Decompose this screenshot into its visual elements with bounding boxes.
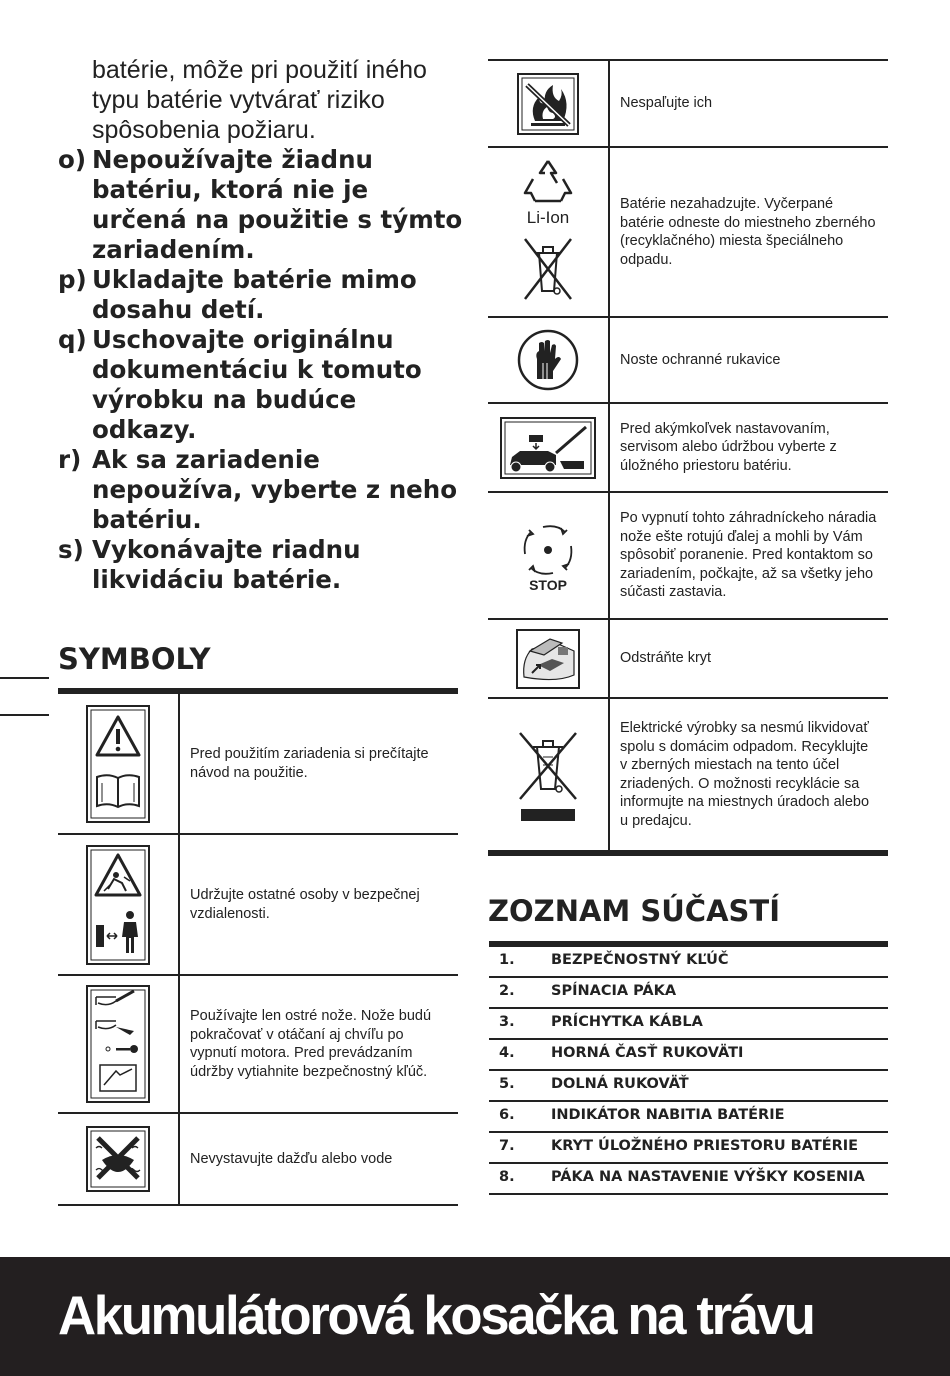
part-number: 3. xyxy=(489,1008,551,1039)
symbol-description: Nevystavujte dažďu alebo vode xyxy=(179,1113,458,1205)
symbol-description: Batérie nezahadzujte. Vyčerpané batérie odneste do miestneho zberného (recyklačného) miesta špeciálneho odpadu. xyxy=(609,147,888,317)
footer-banner xyxy=(0,1257,950,1376)
symbol-row xyxy=(58,691,458,834)
part-number: 2. xyxy=(489,977,551,1008)
footer-title: Akumulátorová kosačka na trávu xyxy=(58,1284,814,1346)
part-name: SPÍNACIA PÁKA xyxy=(551,977,888,1008)
symbol-row xyxy=(488,698,888,853)
symbols-heading: SYMBOLY xyxy=(58,642,211,676)
part-number: 6. xyxy=(489,1101,551,1132)
keep-bystanders-away-icon xyxy=(86,845,150,965)
symbol-icon-cell xyxy=(488,619,609,698)
symbol-row xyxy=(488,60,888,147)
parts-row xyxy=(489,1101,888,1132)
symbol-description: Udržujte ostatné osoby v bezpečnej vzdialenosti. xyxy=(179,834,458,975)
part-number: 1. xyxy=(489,944,551,977)
parts-row xyxy=(489,1132,888,1163)
symbol-icon-cell xyxy=(58,691,179,834)
item-letter: p) xyxy=(58,265,87,294)
symbol-row xyxy=(488,492,888,619)
remove-cover-icon xyxy=(516,629,580,689)
symbol-description: Pred použitím zariadenia si prečítajte návod na použitie. xyxy=(179,691,458,834)
symbol-description: Noste ochranné rukavice xyxy=(609,317,888,403)
sharp-blades-key-icon xyxy=(86,985,150,1103)
parts-list xyxy=(489,941,888,1195)
item-text: Ukladajte batérie mimo dosahu detí. xyxy=(92,265,417,324)
parts-row xyxy=(489,1070,888,1101)
symbol-description: Odstráňte kryt xyxy=(609,619,888,698)
li-ion-recycle-icon xyxy=(513,157,583,307)
symbol-icon-cell xyxy=(488,60,609,147)
symbol-row xyxy=(58,975,458,1113)
part-number: 8. xyxy=(489,1163,551,1194)
part-name: DOLNÁ RUKOVÄŤ xyxy=(551,1070,888,1101)
symbol-icon-cell xyxy=(488,317,609,403)
part-number: 7. xyxy=(489,1132,551,1163)
intro-paragraph: batérie, môže pri použití iného typu batérie vytvárať riziko spôsobenia požiaru. xyxy=(92,56,427,144)
parts-row xyxy=(489,1163,888,1194)
symbols-table-right xyxy=(488,59,888,856)
li-ion-label: Li-Ion xyxy=(526,208,570,227)
mower-key-icon xyxy=(500,417,596,479)
parts-row xyxy=(489,977,888,1008)
part-name: KRYT ÚLOŽNÉHO PRIESTORU BATÉRIE xyxy=(551,1132,888,1163)
symbol-row xyxy=(58,834,458,975)
symbol-icon-cell xyxy=(58,1113,179,1205)
symbol-icon-cell xyxy=(488,492,609,619)
margin-rule xyxy=(0,714,49,716)
part-name: BEZPEČNOSTNÝ KĽÚČ xyxy=(551,944,888,977)
symbol-row xyxy=(488,619,888,698)
part-number: 5. xyxy=(489,1070,551,1101)
no-fire-icon xyxy=(517,73,579,135)
safety-item-o xyxy=(58,145,468,265)
safety-instructions xyxy=(58,55,468,595)
warning-manual-icon xyxy=(86,705,150,823)
parts-row xyxy=(489,1039,888,1070)
symbol-description: Elektrické výrobky sa nesmú likvidovať spolu s domácim odpadom. Recyklujte v zberných miestach na tento účel zriadených. O možnosti recyklácie sa informujte na miestnych úradoch alebo u predajcu. xyxy=(609,698,888,853)
symbol-icon-cell xyxy=(488,147,609,317)
stop-label: STOP xyxy=(529,576,567,592)
parts-row xyxy=(489,1008,888,1039)
no-rain-icon xyxy=(86,1126,150,1192)
parts-row xyxy=(489,944,888,977)
part-number: 4. xyxy=(489,1039,551,1070)
symbol-row xyxy=(488,147,888,317)
parts-heading: ZOZNAM SÚČASTÍ xyxy=(488,894,780,928)
item-text: Ak sa zariadenie nepoužíva, vyberte z neho batériu. xyxy=(92,445,458,534)
item-text: Nepoužívajte žiadnu batériu, ktorá nie je určená na použitie s týmto zariadením. xyxy=(92,145,463,264)
rotating-blade-stop-icon xyxy=(517,520,579,592)
part-name: HORNÁ ČASŤ RUKOVÄTI xyxy=(551,1039,888,1070)
gloves-icon xyxy=(517,329,579,391)
part-name: PRÍCHYTKA KÁBLA xyxy=(551,1008,888,1039)
safety-item-s xyxy=(58,535,468,595)
symbol-icon-cell xyxy=(58,834,179,975)
symbol-description: Pred akýmkoľvek nastavovaním, servisom alebo údržbou vyberte z úložného priestoru batériu. xyxy=(609,403,888,492)
item-letter: r) xyxy=(58,445,82,474)
part-name: PÁKA NA NASTAVENIE VÝŠKY KOSENIA xyxy=(551,1163,888,1194)
safety-item-p xyxy=(58,265,468,325)
symbol-icon-cell xyxy=(58,975,179,1113)
symbol-description: Používajte len ostré nože. Nože budú pokračovať v otáčaní aj chvíľu po vypnutí motora. Pred prevádzaním údržby vytiahnite bezpečnostný kľúč. xyxy=(179,975,458,1113)
symbol-description: Po vypnutí tohto záhradníckeho náradia nože ešte rotujú ďalej a mohli by Vám spôsobiť poranenie. Pred kontaktom so zariadením, počkajte, až sa všetky jeho súčasti zastavia. xyxy=(609,492,888,619)
symbol-icon-cell xyxy=(488,403,609,492)
item-text: Uschovajte originálnu dokumentáciu k tomuto výrobku na budúce odkazy. xyxy=(92,325,422,444)
symbol-row xyxy=(58,1113,458,1205)
weee-bin-icon xyxy=(515,727,581,823)
item-letter: s) xyxy=(58,535,84,564)
symbol-icon-cell xyxy=(488,698,609,853)
item-letter: q) xyxy=(58,325,87,354)
symbols-table-left xyxy=(58,688,458,1206)
symbol-row xyxy=(488,403,888,492)
symbol-row xyxy=(488,317,888,403)
safety-item-q xyxy=(58,325,468,445)
item-text: Vykonávajte riadnu likvidáciu batérie. xyxy=(92,535,361,594)
margin-rule xyxy=(0,677,49,679)
symbol-description: Nespaľujte ich xyxy=(609,60,888,147)
item-letter: o) xyxy=(58,145,87,174)
safety-item-r xyxy=(58,445,468,535)
part-name: INDIKÁTOR NABITIA BATÉRIE xyxy=(551,1101,888,1132)
